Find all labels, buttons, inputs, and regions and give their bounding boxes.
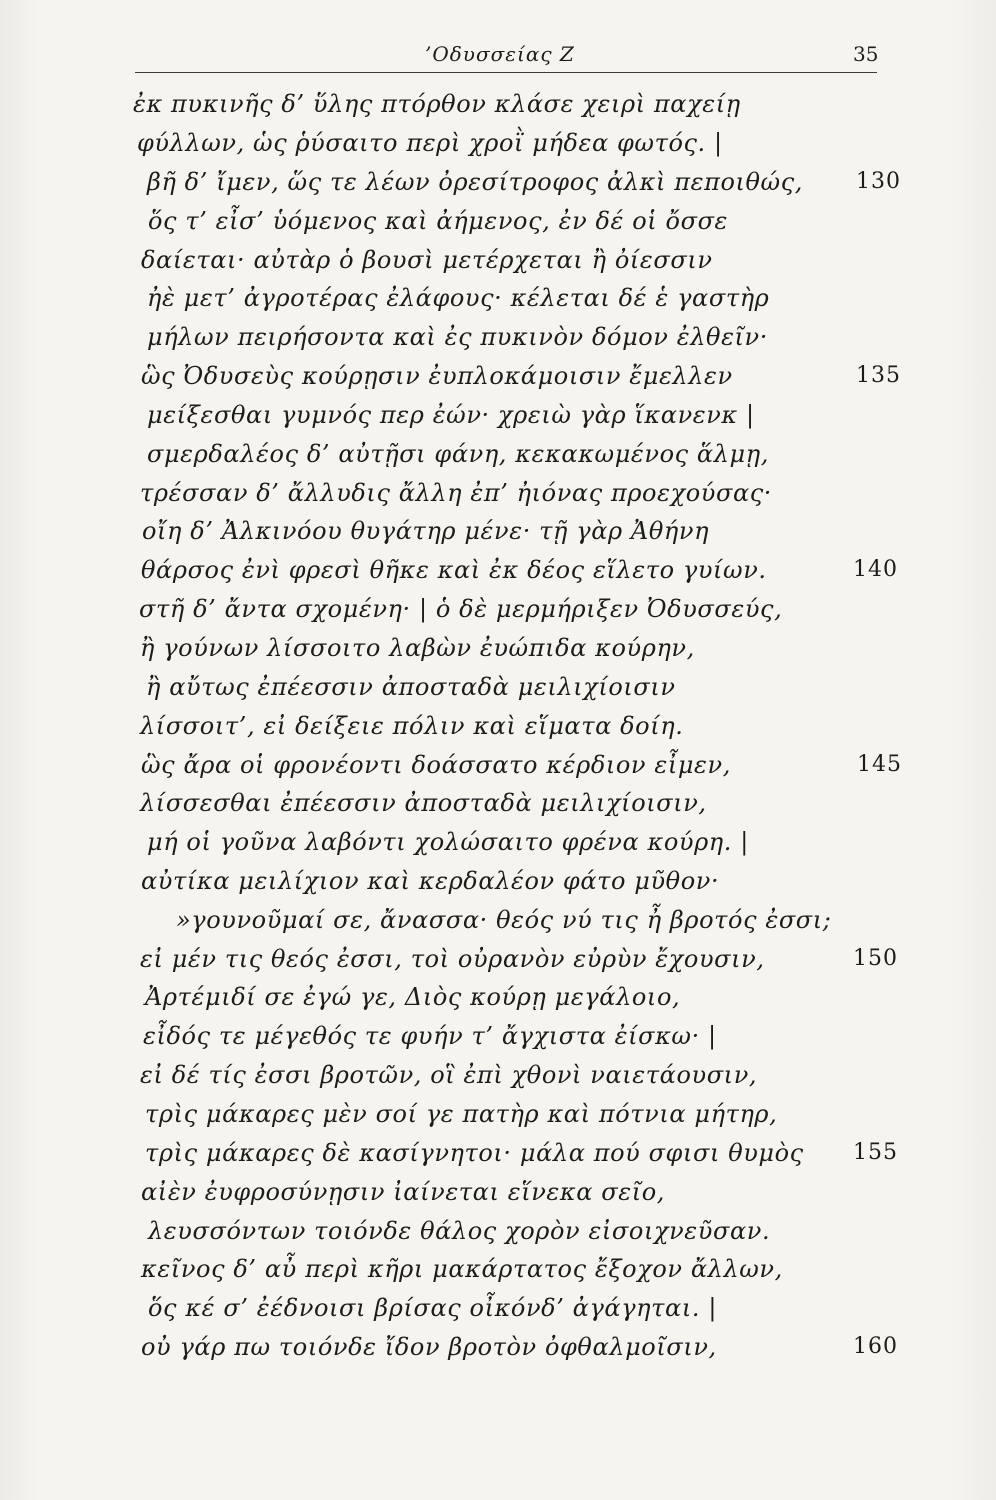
verse-line: τρέσσαν δ’ ἄλλυδις ἄλλη ἐπ’ ἠιόνας προεχούσας· <box>140 479 773 507</box>
verse-line: ὅς τ’ εἶσ’ ὑόμενος καὶ ἀήμενος, ἐν δέ οἱ ὄσσε <box>148 207 729 235</box>
line-number: 135 <box>856 363 901 388</box>
verse-line: λίσσεσθαι ἐπέεσσιν ἀποσταδὰ μειλιχίοισιν, <box>140 789 707 817</box>
verse-line: μήλων πειρήσοντα καὶ ἐς πυκινὸν δόμον ἐλθεῖν· <box>147 323 768 351</box>
running-head: ’Οδυσσείας Ζ <box>425 42 575 66</box>
verse-line: οἴη δ’ Ἀλκινόου θυγάτηρ μένε· τῇ γὰρ Ἀθήνη <box>142 517 710 545</box>
verse-line: αὐτίκα μειλίχιον καὶ κερδαλέον φάτο μῦθον· <box>141 867 720 895</box>
verse-line: αἰὲν ἐυφροσύνῃσιν ἰαίνεται εἵνεκα σεῖο, <box>141 1178 666 1206</box>
line-number: 160 <box>853 1334 898 1359</box>
line-number: 155 <box>853 1140 898 1165</box>
verse-line: λίσσοιτ’, εἰ δείξειε πόλιν καὶ εἵματα δοίη. <box>140 712 684 740</box>
line-number: 150 <box>853 946 898 971</box>
verse-line: εἰ μέν τις θεός ἐσσι, τοὶ οὐρανὸν εὐρὺν ἔχουσιν, <box>140 945 765 973</box>
verse-line: τρὶς μάκαρες δὲ κασίγνητοι· μάλα πού σφισι θυμὸς <box>145 1139 804 1167</box>
verse-line: ἢ γούνων λίσσοιτο λαβὼν ἐυώπιδα κούρην, <box>140 634 695 662</box>
line-number: 130 <box>856 169 901 194</box>
verse-line: μή οἱ γοῦνα λαβόντι χολώσαιτο φρένα κούρη. | <box>147 828 749 856</box>
verse-line: μείξεσθαι γυμνός περ ἐών· χρειὼ γὰρ ἵκανενκ | <box>147 401 755 429</box>
verse-line: ὣς Ὀδυσεὺς κούρῃσιν ἐυπλοκάμοισιν ἔμελλεν <box>141 362 733 390</box>
verse-line: σμερδαλέος δ’ αὐτῇσι φάνη, κεκακωμένος ἅλμῃ, <box>147 440 769 468</box>
verse-line: στῆ δ’ ἄντα σχομένη· | ὁ δὲ μερμήριξεν Ὀδυσσεύς, <box>139 595 783 623</box>
verse-line: λευσσόντων τοιόνδε θάλος χορὸν εἰσοιχνεῦσαν. <box>148 1217 771 1245</box>
verse-line: Ἀρτέμιδί σε ἐγώ γε, Διὸς κούρῃ μεγάλοιο, <box>145 983 681 1011</box>
verse-line: δαίεται· αὐτὰρ ὁ βουσὶ μετέρχεται ἢ ὀίεσσιν <box>141 246 713 274</box>
verse-line: φύλλων, ὡς ῥύσαιτο περὶ χροῒ μήδεα φωτός. | <box>137 129 723 157</box>
line-number: 140 <box>853 557 898 582</box>
verse-line: οὐ γάρ πω τοιόνδε ἴδον βροτὸν ὀφθαλμοῖσιν, <box>141 1333 717 1361</box>
verse-line: ὣς ἄρα οἱ φρονέοντι δοάσσατο κέρδιον εἶμεν, <box>141 751 731 779</box>
line-number: 145 <box>857 752 902 777</box>
verse-line: »γουνοῦμαί σε, ἄνασσα· θεός νύ τις ἦ βροτός ἐσσι; <box>176 906 832 934</box>
verse-line: θάρσος ἐνὶ φρεσὶ θῆκε καὶ ἐκ δέος εἵλετο γυίων. <box>141 556 767 584</box>
verse-line: βῆ δ’ ἴμεν, ὥς τε λέων ὀρεσίτροφος ἀλκὶ πεποιθώς, <box>147 168 803 196</box>
verse-line: κεῖνος δ’ αὖ περὶ κῆρι μακάρτατος ἔξοχον ἄλλων, <box>141 1255 783 1283</box>
verse-line: εἶδός τε μέγεθός τε φυήν τ’ ἄγχιστα ἐίσκω· | <box>143 1022 717 1050</box>
verse-line: ὅς κέ σ’ ἐέδνοισι βρίσας οἶκόνδ’ ἀγάγηται. | <box>148 1294 718 1322</box>
verse-line: ἐκ πυκινῆς δ’ ὕλης πτόρθον κλάσε χειρὶ παχείῃ <box>133 90 741 118</box>
verse-line: ἠὲ μετ’ ἀγροτέρας ἐλάφους· κέλεται δέ ἑ γαστὴρ <box>147 284 770 312</box>
verse-line: ἢ αὔτως ἐπέεσσιν ἀποσταδὰ μειλιχίοισιν <box>146 673 676 701</box>
verse-line: τρὶς μάκαρες μὲν σοί γε πατὴρ καὶ πότνια μήτηρ, <box>145 1100 778 1128</box>
page-number: 35 <box>853 42 879 66</box>
verse-line: εἰ δέ τίς ἐσσι βροτῶν, οἳ ἐπὶ χθονὶ ναιετάουσιν, <box>140 1061 758 1089</box>
